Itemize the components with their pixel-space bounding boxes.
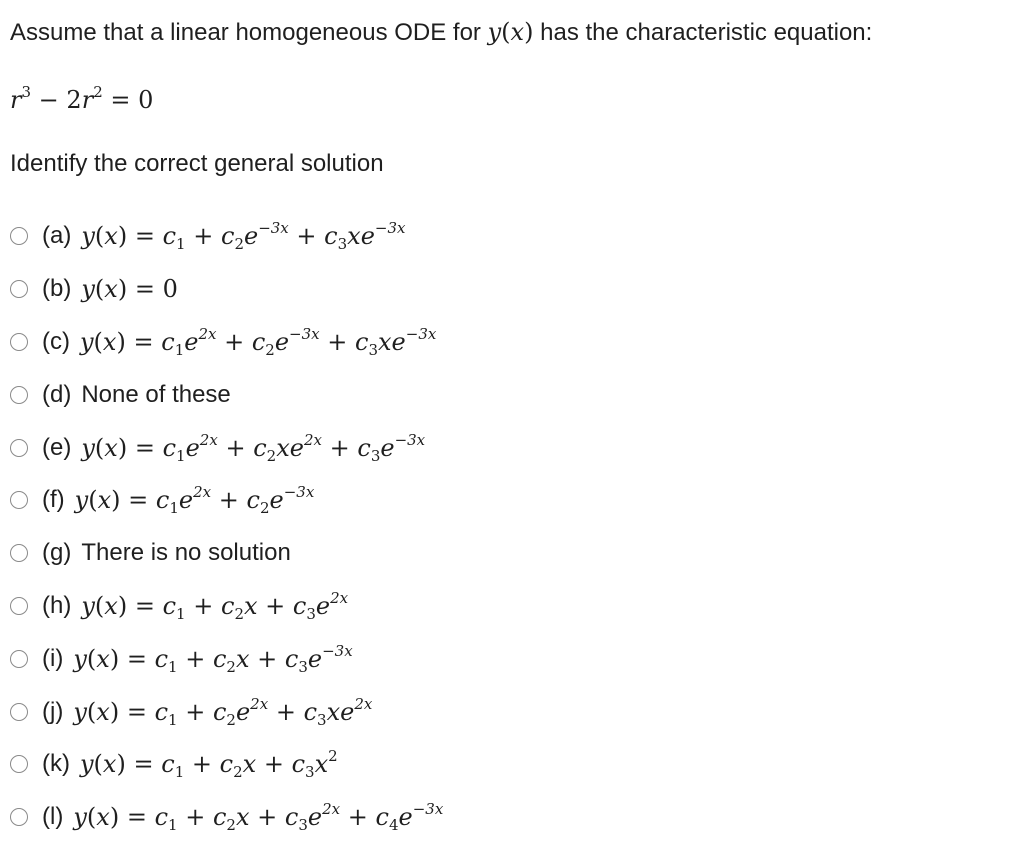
option-text: $y(x) = c_1 + c_2e^{-3x} + c_3xe^{-3x}$ xyxy=(81,219,406,254)
option-text: There is no solution xyxy=(81,539,291,567)
answer-option[interactable] xyxy=(10,316,443,369)
option-text: None of these xyxy=(81,380,231,408)
option-text: $y(x) = c_1 + c_2e^{2x} + c_3xe^{2x}$ xyxy=(73,694,373,729)
answer-option[interactable] xyxy=(10,527,443,580)
question-intro-var: y(x) xyxy=(487,18,534,46)
option-letter: (b) xyxy=(42,275,72,303)
option-letter: (e) xyxy=(42,433,72,461)
radio-button[interactable] xyxy=(10,808,28,826)
option-letter: (k) xyxy=(42,750,70,778)
question-intro-after: has the characteristic equation: xyxy=(540,19,873,46)
answer-option[interactable] xyxy=(10,263,443,316)
radio-button[interactable] xyxy=(10,491,28,509)
question-intro xyxy=(10,12,1010,53)
question-stem xyxy=(10,12,1010,53)
option-letter: (d) xyxy=(42,380,72,408)
option-letter: (a) xyxy=(42,222,72,250)
radio-button[interactable] xyxy=(10,227,28,245)
option-text: $y(x) = c_1 + c_2x + c_3e^{2x}$ xyxy=(81,588,349,623)
answer-option[interactable] xyxy=(10,474,443,527)
question-prompt: Identify the correct general solution xyxy=(10,150,384,177)
answer-option[interactable] xyxy=(10,791,443,844)
radio-button[interactable] xyxy=(10,439,28,457)
answer-option[interactable] xyxy=(10,421,443,474)
option-letter: (f) xyxy=(42,486,65,514)
option-text: $y(x) = c_1e^{2x} + c_2e^{-3x}$ xyxy=(74,483,315,518)
radio-button[interactable] xyxy=(10,755,28,773)
answer-option[interactable] xyxy=(10,368,443,421)
option-letter: (h) xyxy=(42,591,72,619)
option-text: $y(x) = c_1 + c_2x + c_3e^{-3x}$ xyxy=(73,641,353,676)
answer-option[interactable] xyxy=(10,580,443,633)
option-letter: (c) xyxy=(42,327,70,355)
radio-button[interactable] xyxy=(10,650,28,668)
answer-options xyxy=(10,210,443,844)
option-text: $y(x) = c_1e^{2x} + c_2e^{-3x} + c_3xe^{-3x}$ xyxy=(79,324,437,359)
option-text: $y(x) = c_1 + c_2x + c_3x^2$ xyxy=(79,747,338,782)
radio-button[interactable] xyxy=(10,597,28,615)
answer-option[interactable] xyxy=(10,632,443,685)
characteristic-equation: $r^3 - 2r^2 = 0$ xyxy=(10,83,154,114)
option-letter: (i) xyxy=(42,644,64,672)
radio-button[interactable] xyxy=(10,333,28,351)
radio-button[interactable] xyxy=(10,703,28,721)
option-letter: (j) xyxy=(42,697,64,725)
option-text: y(x) = 0 xyxy=(81,275,178,304)
radio-button[interactable] xyxy=(10,544,28,562)
radio-button[interactable] xyxy=(10,386,28,404)
option-text: $y(x) = c_1e^{2x} + c_2xe^{2x} + c_3e^{-3x}$ xyxy=(81,430,426,465)
answer-option[interactable] xyxy=(10,210,443,263)
option-letter: (g) xyxy=(42,539,72,567)
option-text: $y(x) = c_1 + c_2x + c_3e^{2x} + c_4e^{-3x}$ xyxy=(73,800,444,835)
answer-option[interactable] xyxy=(10,738,443,791)
question-intro-before: Assume that a linear homogeneous ODE for xyxy=(10,19,481,46)
answer-option[interactable] xyxy=(10,685,443,738)
radio-button[interactable] xyxy=(10,280,28,298)
option-letter: (l) xyxy=(42,803,64,831)
